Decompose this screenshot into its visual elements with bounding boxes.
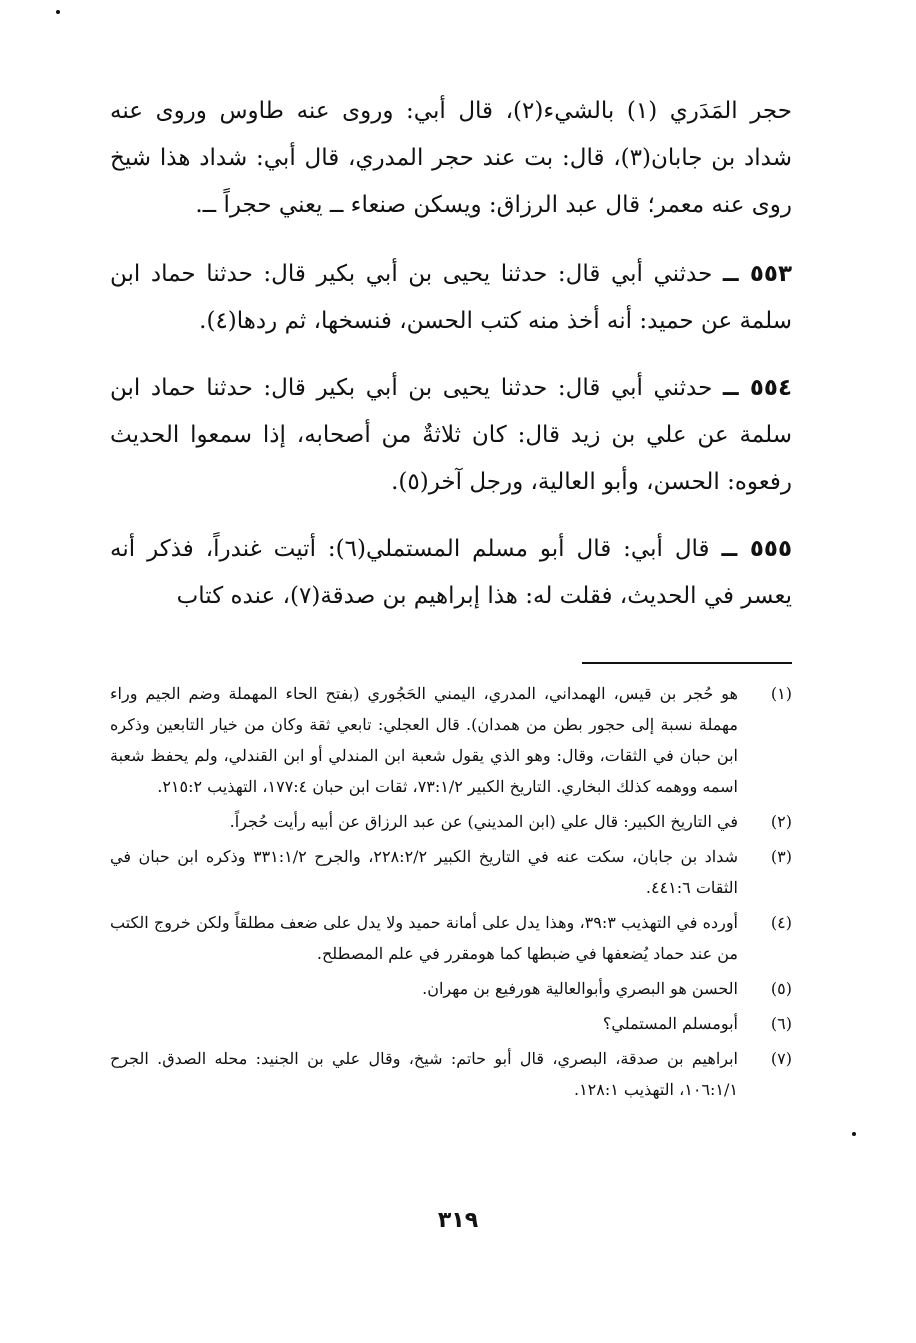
footnote: [110, 973, 792, 1004]
footnote: [110, 806, 792, 837]
main-text: [110, 88, 792, 640]
scan-speck: [852, 1132, 856, 1136]
footnote-number: (١): [770, 684, 792, 703]
footnote-number: (٧): [770, 1049, 792, 1068]
footnote-text: هو حُجر بن قيس، الهمداني، المدري، اليمني الحَجُوري (بفتح الحاء المهملة وضم الجيم وراء مهملة نسبة إلى حجور بطن من همدان). قال العجلي: تابعي ثقة وكان من خيار التابعين وذكره ابن حبان في الثقات، وقال: وهو الذي يقول شعبة ابن المندلي أو ابن القندلي، ولم يحفظ شعبة اسمه ووهمه كذلك البخاري. التاريخ الكبير ٧٣:١/٢، ثقات ابن حبان ١٧٧:٤، التهذيب ٢١٥:٢.: [110, 684, 738, 796]
footnote: [110, 907, 792, 969]
footnote-text: شداد بن جابان، سكت عنه في التاريخ الكبير ٢٢٨:٢/٢، والجرح ٣٣١:١/٢ وذكره ابن حبان في الثقات ٤٤١:٦.: [110, 847, 739, 897]
paragraph-554: [110, 365, 792, 506]
paragraph-number: ٥٥٤ ــ: [722, 375, 793, 401]
footnote-number: (٤): [770, 913, 792, 932]
footnote-number: (٥): [770, 979, 792, 998]
footnote-text: أورده في التهذيب ٣٩:٣، وهذا يدل على أمانة حميد ولا يدل على ضعف مطلقاً ولكن خروج الكتب من عند حماد يُضعفها في ضبطها كما هومقرر في علم المصطلح.: [110, 913, 739, 963]
scan-speck: [56, 10, 60, 14]
footnote-number: (٦): [770, 1014, 792, 1033]
paragraph-intro: [110, 88, 792, 229]
paragraph-number: ٥٥٣ ــ: [722, 261, 793, 287]
footnote-text: ابراهيم بن صدقة، البصري، قال أبو حاتم: شيخ، وقال علي بن الجنيد: محله الصدق. الجرح ١٠٦:١/١، التهذيب ١٢٨:١.: [110, 1049, 738, 1099]
paragraph-555: [110, 526, 792, 620]
footnote-text: أبومسلم المستملي؟: [602, 1014, 738, 1033]
paragraph-text: حجر المَدَري (١) بالشيء(٢)، قال أبي: وروى عنه طاوس وروى عنه شداد بن جابان(٣)، قال: بت عند حجر المدري، قال أبي: شداد هذا شيخ روى عنه معمر؛ قال عبد الرزاق: ويسكن صنعاء ــ يعني حجراً ــ.: [110, 98, 792, 218]
footnote: [110, 841, 792, 903]
paragraph-number: ٥٥٥ ــ: [721, 536, 792, 562]
page-number: ٣١٩: [437, 1208, 479, 1233]
footnote-separator: [582, 662, 792, 664]
footnote: [110, 1008, 792, 1039]
paragraph-text: حدثني أبي قال: حدثنا يحيى بن أبي بكير قال: حدثنا حماد ابن سلمة عن علي بن زيد قال: كان ثلاثةٌ من أصحابه، إذا سمعوا الحديث رفعوه: الحسن، وأبو العالية، ورجل آخر(٥).: [110, 375, 792, 495]
footnote: [110, 1043, 792, 1105]
footnote: [110, 678, 792, 802]
footnote-number: (٣): [770, 847, 792, 866]
footnotes: [110, 678, 792, 1109]
paragraph-553: [110, 251, 792, 345]
footnote-number: (٢): [770, 812, 792, 831]
paragraph-text: قال أبي: قال أبو مسلم المستملي(٦): أتيت غندراً، فذكر أنه يعسر في الحديث، فقلت له: هذا إبراهيم بن صدقة(٧)، عنده كتاب: [110, 536, 792, 609]
footnote-text: الحسن هو البصري وأبوالعالية هورفيع بن مهران.: [422, 979, 738, 998]
footnote-text: في التاريخ الكبير: قال علي (ابن المديني) عن عبد الرزاق عن أبيه رأيت حُجراً.: [229, 812, 738, 831]
paragraph-text: حدثني أبي قال: حدثنا يحيى بن أبي بكير قال: حدثنا حماد ابن سلمة عن حميد: أنه أخذ منه كتب الحسن، فنسخها، ثم ردها(٤).: [110, 261, 792, 334]
